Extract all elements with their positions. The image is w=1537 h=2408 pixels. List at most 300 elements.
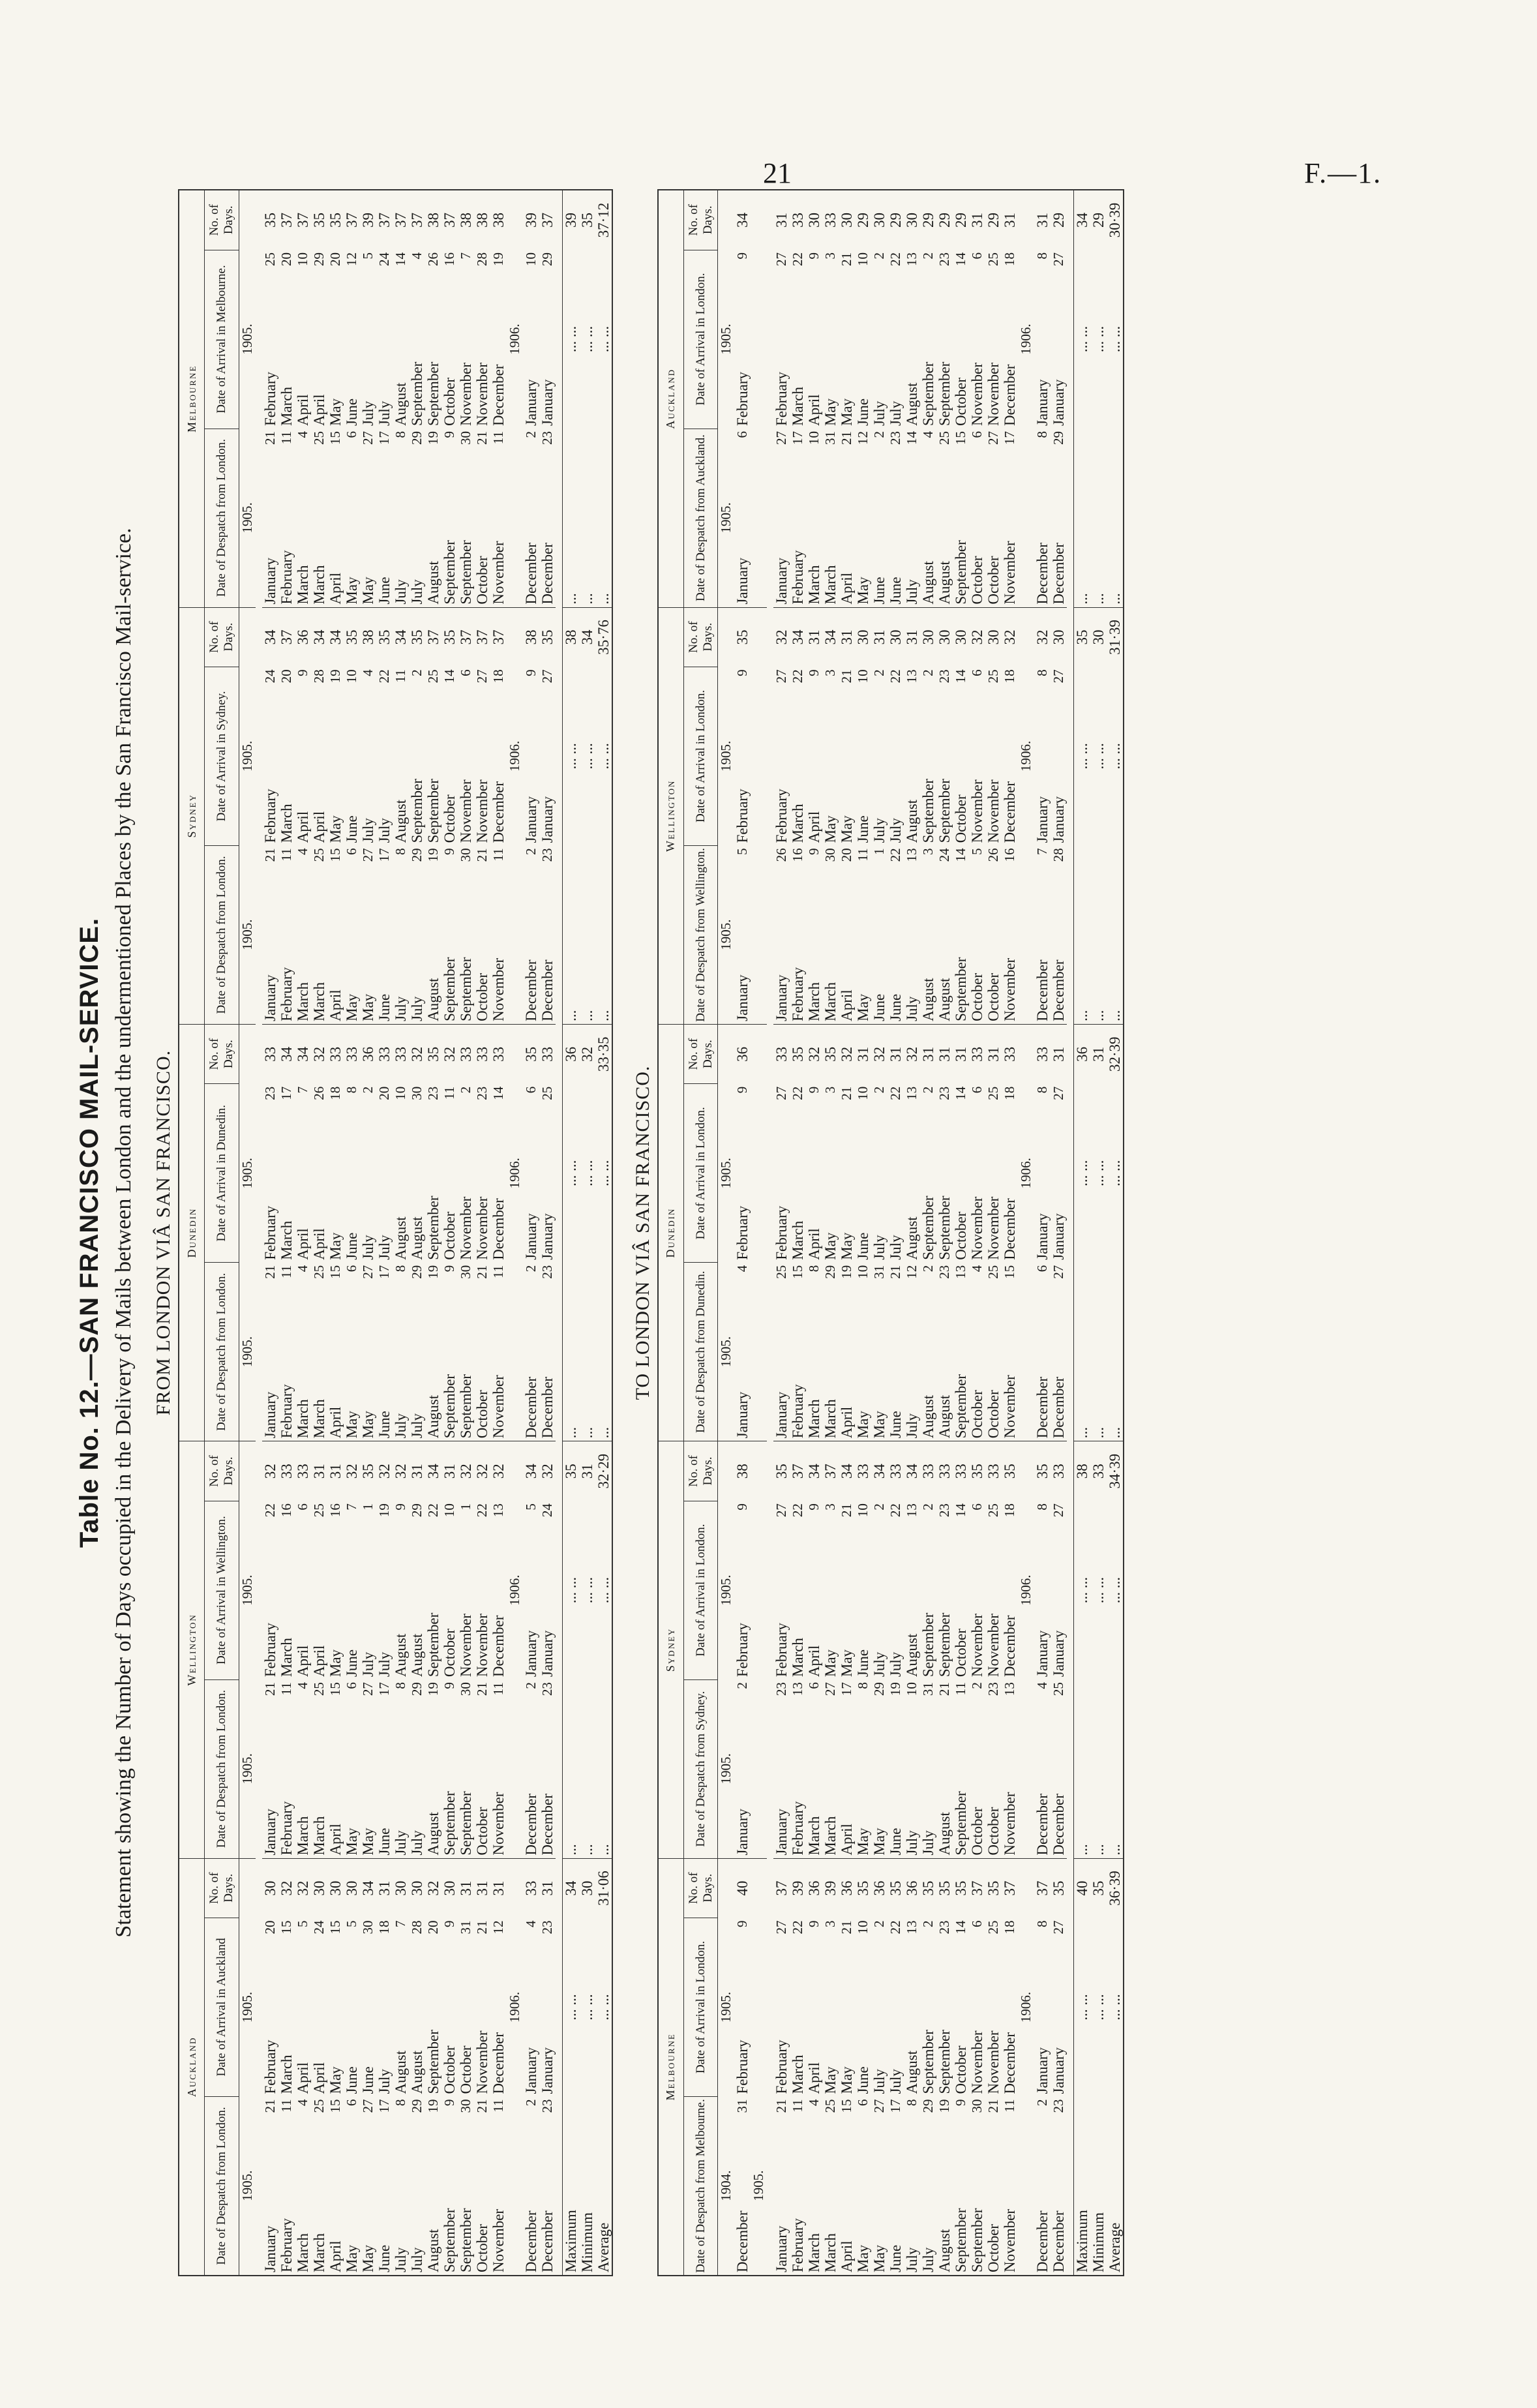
arrival-day: 18 (1002, 1503, 1018, 1518)
despatch-day: 11 (490, 1265, 506, 1278)
page-number: 21 (763, 157, 792, 189)
despatch-month: September (953, 1715, 969, 1858)
despatch-day: 11 (490, 1682, 506, 1696)
table-row (839, 190, 855, 2276)
despatch-day: 21 (985, 2099, 1002, 2113)
arrival-month: November (969, 2030, 986, 2094)
despatch-month: May (855, 1299, 871, 1441)
arrival-day: 8 (343, 1086, 359, 1094)
despatch-month: June (376, 464, 393, 607)
despatch-day: 8 (904, 2099, 920, 2106)
despatch-day: 31 (871, 1265, 888, 1279)
despatch-day: 13 (1002, 1682, 1018, 1696)
despatch-month: October (474, 1299, 490, 1441)
arrival-day: 27 (539, 669, 555, 684)
arrival-day: 11 (392, 669, 408, 683)
arrival-day: 2 (457, 1086, 473, 1094)
days-value: 34 (790, 629, 807, 645)
arrival-year: 1906. (506, 1158, 522, 1189)
days-value: 31 (1034, 213, 1051, 228)
days-value: 30 (310, 1880, 327, 1896)
arrival-day: 20 (278, 669, 294, 684)
days-value: 32 (806, 1046, 823, 1062)
arrival-month: February (734, 789, 751, 843)
summary-row (1090, 190, 1107, 2276)
arrival-month: June (359, 2066, 376, 2094)
despatch-month: June (888, 464, 904, 607)
arrival-month: May (327, 1232, 344, 1260)
despatch-day: 21 (473, 2099, 490, 2113)
arrival-year: 1906. (506, 740, 522, 772)
despatch-day: 4 (294, 1682, 310, 1689)
despatch-day: 21 (261, 2099, 278, 2113)
summary-dots: ... ... (578, 743, 595, 770)
table-row (888, 190, 904, 2276)
arrival-day: 22 (425, 1503, 441, 1518)
despatch-month: December (539, 1715, 556, 1858)
despatch-month: December (1034, 2132, 1051, 2275)
despatch-column-header: Date of Despatch from London. (205, 2096, 239, 2275)
days-value: 37 (376, 213, 393, 228)
arrival-year: 1906. (506, 1574, 522, 1606)
despatch-month: December (1051, 464, 1067, 607)
despatch-day: 9 (953, 2099, 969, 2106)
despatch-day: 15 (327, 2099, 343, 2113)
despatch-month: October (985, 1299, 1002, 1441)
summary-value: 35 (1074, 607, 1091, 667)
days-value: 33 (1002, 1046, 1019, 1062)
arrival-month: November (969, 1196, 986, 1260)
despatch-month: October (969, 464, 985, 607)
despatch-day: 29 (408, 431, 425, 445)
despatch-day: 10 (855, 1265, 871, 1279)
despatch-month: April (327, 1299, 344, 1441)
despatch-column-header: Date of Despatch from London. (205, 845, 239, 1024)
days-value: 34 (822, 629, 839, 645)
arrival-column-header: Date of Arrival in Melbourne. (205, 250, 239, 429)
summary-dots: ... ... (1107, 1577, 1124, 1604)
days-value: 33 (327, 1046, 344, 1062)
arrival-month: February (734, 1205, 751, 1260)
despatch-day: 23 (539, 848, 555, 862)
despatch-month: October (474, 881, 490, 1024)
arrival-day: 22 (790, 1503, 806, 1518)
from-section-heading: FROM LONDON VIÂ SAN FRANCISCO. (153, 1049, 174, 1416)
arrival-day: 28 (473, 252, 490, 267)
days-value: 38 (425, 213, 441, 228)
arrival-day: 2 (871, 669, 888, 676)
days-value: 31 (1051, 1046, 1067, 1062)
despatch-year (751, 429, 767, 607)
arrival-month: November (457, 1614, 474, 1678)
days-value: 34 (261, 629, 278, 645)
despatch-day: 27 (822, 1682, 839, 1696)
despatch-month: January (734, 1299, 751, 1441)
days-value: 32 (1002, 629, 1019, 645)
despatch-day: 23 (888, 431, 904, 445)
despatch-month: March (806, 2132, 822, 2275)
arrival-month: February (773, 789, 790, 843)
despatch-day: 21 (261, 431, 278, 445)
days-value: 33 (343, 1046, 360, 1062)
despatch-month: February (278, 464, 295, 607)
days-value: 29 (1051, 213, 1067, 228)
despatch-month: December (523, 1299, 539, 1441)
days-column-header: No. of Days. (205, 1441, 239, 1501)
arrival-day: 16 (327, 1503, 343, 1518)
despatch-month: September (441, 1299, 458, 1441)
place-header: Auckland (658, 190, 683, 608)
despatch-day: 23 (936, 1265, 953, 1279)
arrival-month: November (457, 1196, 474, 1260)
arrival-month: July (888, 818, 904, 843)
despatch-month: July (409, 1299, 425, 1441)
arrival-day: 6 (969, 252, 985, 260)
arrival-day: 15 (278, 1920, 294, 1934)
table-row (360, 190, 376, 2276)
despatch-day: 15 (327, 431, 343, 445)
arrival-year: 1905. (718, 324, 734, 355)
empty-cell (507, 1441, 523, 1501)
days-value: 35 (359, 1464, 376, 1479)
place-header: Wellington (179, 1441, 205, 1858)
arrival-year: 1906. (1018, 740, 1034, 772)
days-value: 31 (888, 1046, 904, 1062)
arrival-month: January (1034, 2047, 1051, 2094)
days-value: 33 (936, 1464, 953, 1479)
despatch-month: April (839, 1715, 855, 1858)
table-row (425, 190, 441, 2276)
arrival-day: 23 (936, 669, 953, 684)
arrival-day: 24 (310, 1920, 327, 1934)
despatch-day: 25 (1051, 1682, 1067, 1696)
empty-cell (718, 1858, 735, 1918)
arrival-day: 22 (473, 1503, 490, 1518)
arrival-month: February (734, 1623, 751, 1678)
to-london-table (658, 190, 1124, 2276)
arrival-day: 2 (871, 1086, 888, 1094)
empty-cell (239, 607, 256, 667)
summary-value: 39 (562, 190, 579, 250)
days-value: 33 (1034, 1046, 1051, 1062)
arrival-day: 14 (392, 252, 408, 267)
year-row (239, 190, 256, 2276)
place-header: Sydney (179, 607, 205, 1024)
days-value: 30 (441, 1880, 458, 1896)
despatch-day: 9 (441, 2099, 457, 2106)
arrival-month: September (425, 1196, 441, 1260)
arrival-month: May (839, 1649, 856, 1678)
table-row (822, 190, 839, 2276)
arrival-month: January (1034, 796, 1051, 843)
despatch-day: 13 (904, 848, 920, 862)
despatch-day: 9 (806, 848, 822, 855)
despatch-day: 17 (376, 431, 392, 445)
despatch-month: April (327, 2132, 344, 2275)
arrival-month: September (920, 2030, 937, 2094)
despatch-day: 10 (806, 431, 822, 445)
table-row (295, 190, 311, 2276)
days-value: 36 (806, 1880, 823, 1896)
summary-value: 35 (1090, 1880, 1107, 1896)
summary-label: Maximum (562, 2096, 579, 2275)
arrival-day: 19 (327, 669, 343, 684)
days-value: 35 (790, 1046, 807, 1062)
arrival-day: 18 (327, 1086, 343, 1100)
despatch-day: 27 (359, 431, 376, 445)
summary-value: 34 (1074, 190, 1091, 250)
arrival-month: February (773, 2039, 790, 2094)
arrival-day: 6 (969, 1920, 985, 1927)
to-section-heading: TO LONDON VIÂ SAN FRANCISCO. (631, 1065, 653, 1400)
arrival-year: 1906. (1018, 1991, 1034, 2023)
despatch-day: 17 (839, 1682, 855, 1696)
days-value: 32 (1034, 629, 1051, 645)
despatch-month: June (888, 2132, 904, 2275)
days-value: 36 (871, 1880, 888, 1896)
arrival-month: February (261, 1205, 278, 1260)
despatch-month: June (871, 464, 888, 607)
despatch-month: December (1034, 1299, 1051, 1441)
despatch-day: 29 (871, 1682, 888, 1696)
summary-dots: ... ... (1090, 1160, 1107, 1186)
arrival-day: 26 (310, 1086, 327, 1100)
arrival-month: January (539, 379, 556, 427)
arrival-day: 2 (920, 1503, 936, 1511)
days-value: 37 (441, 213, 458, 228)
arrival-month: June (855, 815, 872, 843)
days-value: 38 (359, 629, 376, 645)
despatch-month: August (425, 2132, 441, 2275)
summary-value: 32·29 (595, 1453, 612, 1489)
despatch-month: July (920, 2132, 936, 2275)
arrival-day: 23 (425, 1086, 441, 1100)
days-value: 38 (490, 213, 507, 228)
arrival-month: April (310, 811, 327, 843)
despatch-month: April (839, 1299, 855, 1441)
despatch-day: 27 (359, 2099, 376, 2113)
despatch-day: 11 (790, 2099, 806, 2113)
arrival-month: September (936, 2030, 953, 2094)
despatch-day: 22 (888, 848, 904, 862)
days-value: 32 (425, 1880, 441, 1896)
despatch-month: November (490, 2132, 507, 2275)
despatch-day: 29 (822, 1265, 839, 1279)
arrival-day: 21 (839, 1503, 855, 1518)
arrival-month: January (1051, 1630, 1067, 1678)
despatch-day: 25 (936, 431, 953, 445)
arrival-month: May (822, 1232, 839, 1260)
despatch-month: July (393, 464, 409, 607)
days-value: 33 (773, 1046, 790, 1062)
days-value: 38 (457, 213, 474, 228)
arrival-day: 3 (822, 1503, 839, 1511)
despatch-month: March (295, 1299, 311, 1441)
table-row (490, 190, 507, 2276)
summary-dots: ... (1090, 429, 1107, 607)
table-row (920, 190, 936, 2276)
arrival-month: February (734, 2039, 751, 2094)
arrival-day: 13 (904, 1920, 920, 1934)
arrival-month: November (985, 1614, 1002, 1678)
days-value: 34 (327, 629, 344, 645)
arrival-day: 8 (1034, 1920, 1051, 1927)
table-row (904, 190, 920, 2276)
arrival-month: August (392, 1216, 409, 1260)
summary-dots: ... ... (1074, 1084, 1091, 1263)
arrival-day: 9 (294, 669, 310, 676)
despatch-day: 23 (539, 2099, 555, 2113)
despatch-day: 19 (425, 2099, 441, 2113)
table-row (936, 190, 953, 2276)
table-row (327, 190, 344, 2276)
summary-value: 30·39 (1107, 202, 1124, 238)
arrival-month: February (261, 372, 278, 427)
arrival-month: June (343, 1649, 360, 1678)
despatch-month: July (393, 1715, 409, 1858)
arrival-month: September (425, 779, 441, 843)
despatch-month: January (262, 2132, 278, 2275)
arrival-month: April (310, 1228, 327, 1260)
days-value: 34 (359, 1880, 376, 1896)
arrival-day: 12 (490, 1920, 506, 1934)
arrival-day: 4 (408, 252, 425, 260)
table-row (344, 190, 360, 2276)
despatch-day: 31 (920, 1682, 936, 1696)
arrival-month: August (904, 1216, 921, 1260)
despatch-day: 4 (806, 2099, 822, 2106)
arrival-year: 1906. (1018, 1158, 1034, 1189)
despatch-month: May (855, 464, 871, 607)
despatch-month: December (523, 2132, 539, 2275)
summary-dots: ... ... (1090, 1577, 1107, 1604)
despatch-month: April (839, 881, 855, 1024)
despatch-day: 21 (773, 2099, 790, 2113)
arrival-column-header: Date of Arrival in Auckland (205, 1918, 239, 2096)
despatch-day: 23 (539, 1265, 555, 1279)
empty-cell (507, 1858, 523, 1918)
despatch-month: November (490, 1299, 507, 1441)
days-value: 31 (839, 629, 856, 645)
despatch-day: 25 (310, 2099, 327, 2113)
despatch-month: July (904, 2132, 920, 2275)
despatch-month: July (409, 464, 425, 607)
despatch-month: May (344, 1299, 360, 1441)
despatch-day: 17 (376, 848, 392, 862)
arrival-month: October (953, 1211, 970, 1260)
despatch-month: March (822, 464, 839, 607)
despatch-month: July (393, 1299, 409, 1441)
days-value: 33 (953, 1464, 970, 1479)
days-value: 32 (261, 1464, 278, 1479)
despatch-day: 19 (425, 848, 441, 862)
despatch-month: November (1002, 1299, 1018, 1441)
summary-dots: ... (562, 845, 579, 1024)
arrival-month: January (522, 379, 539, 427)
despatch-month: September (953, 464, 969, 607)
despatch-year: 1904. (718, 2096, 735, 2275)
days-column-header: No. of Days. (205, 1858, 239, 1918)
days-value: 31 (855, 1046, 872, 1062)
days-value: 35 (888, 1880, 904, 1896)
despatch-day: 9 (441, 848, 457, 855)
arrival-month: October (953, 377, 970, 427)
summary-dots: ... (595, 1263, 612, 1441)
despatch-day: 1 (871, 848, 888, 855)
arrival-day: 20 (261, 1920, 278, 1934)
summary-dots: ... (1090, 845, 1107, 1024)
despatch-day: 7 (1034, 848, 1051, 855)
days-value: 31 (457, 1880, 474, 1896)
despatch-month: September (953, 1299, 969, 1441)
arrival-month: March (790, 387, 807, 427)
arrival-month: January (1051, 2047, 1067, 2094)
despatch-column-header: Date of Despatch from Melbourne. (683, 2096, 718, 2275)
despatch-day: 8 (392, 2099, 408, 2106)
days-value: 33 (790, 213, 807, 228)
days-value: 30 (920, 629, 937, 645)
despatch-month: July (904, 464, 920, 607)
arrival-month: January (1051, 796, 1067, 843)
summary-value: 37·12 (595, 202, 612, 238)
days-value: 37 (408, 213, 425, 228)
arrival-day: 5 (522, 1503, 539, 1511)
days-value: 31 (904, 629, 921, 645)
arrival-day: 9 (734, 1086, 751, 1094)
arrival-day: 18 (490, 669, 506, 684)
days-value: 35 (425, 1046, 441, 1062)
despatch-day: 25 (773, 1265, 790, 1279)
despatch-year: 1905. (239, 1679, 256, 1858)
arrival-year: 1905. (239, 1158, 255, 1189)
days-value: 34 (839, 1464, 856, 1479)
days-value: 31 (441, 1464, 458, 1479)
despatch-month: January (734, 881, 751, 1024)
despatch-month: June (376, 881, 393, 1024)
arrival-day: 23 (936, 1503, 953, 1518)
arrival-day: 27 (773, 1920, 790, 1934)
arrival-day: 13 (904, 669, 920, 684)
arrival-day: 13 (904, 252, 920, 267)
despatch-day: 9 (441, 1265, 457, 1272)
arrival-month: October (457, 2045, 474, 2094)
arrival-month: November (969, 779, 986, 843)
despatch-day: 2 (969, 1682, 985, 1689)
arrival-month: June (855, 1232, 872, 1260)
despatch-month: September (458, 2132, 474, 2275)
despatch-month: May (855, 881, 871, 1024)
days-value: 34 (522, 1464, 539, 1479)
despatch-month: June (871, 881, 888, 1024)
arrival-month: September (408, 779, 425, 843)
days-value: 29 (855, 213, 872, 228)
despatch-day: 3 (920, 848, 936, 855)
table-row (474, 190, 490, 2276)
days-value: 33 (969, 1046, 986, 1062)
despatch-month: June (888, 1715, 904, 1858)
despatch-day: 2 (734, 1682, 751, 1689)
arrival-day: 14 (441, 669, 457, 684)
arrival-month: October (441, 1629, 458, 1678)
despatch-month: April (327, 881, 344, 1024)
arrival-day: 14 (953, 1920, 969, 1934)
arrival-day: 23 (473, 1086, 490, 1100)
despatch-day: 2 (1034, 2099, 1051, 2106)
summary-value: 36·39 (1107, 1871, 1124, 1906)
arrival-month: November (985, 362, 1002, 427)
arrival-day: 2 (920, 1086, 936, 1094)
summary-value: 38 (562, 607, 579, 667)
